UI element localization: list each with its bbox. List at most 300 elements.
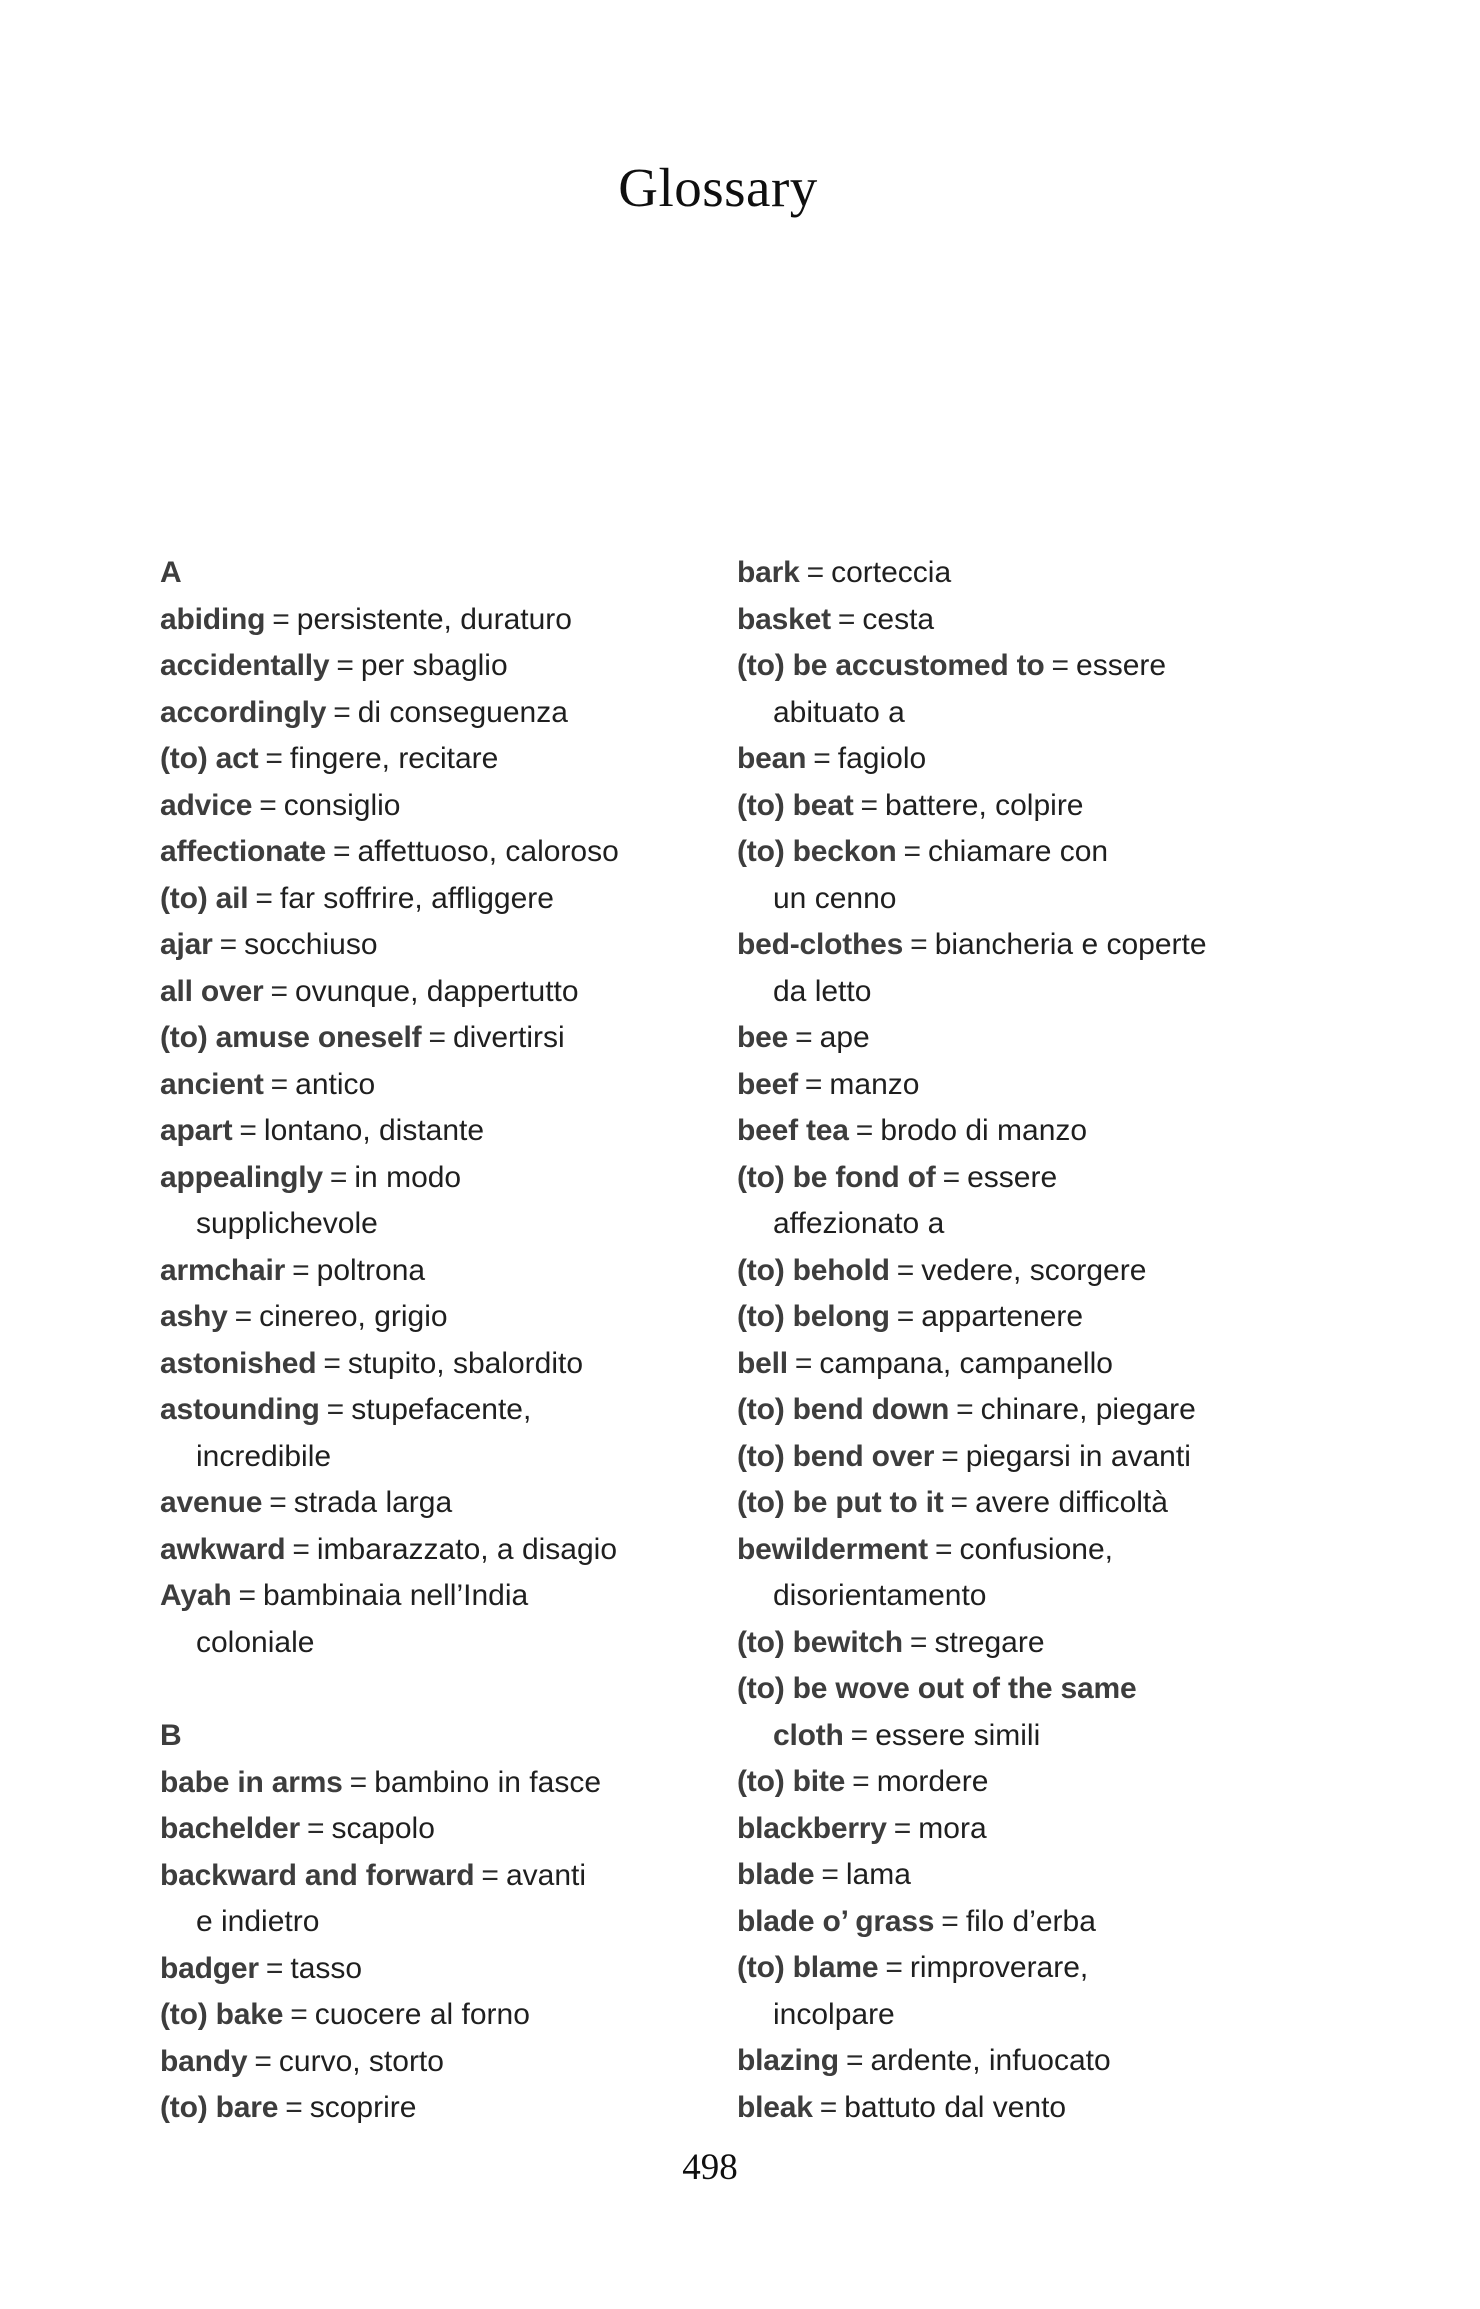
equals-separator: = <box>323 1346 341 1380</box>
entry-term: (to) amuse oneself <box>160 1021 422 1054</box>
glossary-entry <box>160 1760 720 1807</box>
entry-line <box>160 1294 720 1341</box>
equals-separator: = <box>254 2044 272 2078</box>
entry-translation: manzo <box>829 1067 920 1101</box>
glossary-entry <box>737 1620 1297 1667</box>
entry-term: awkward <box>160 1532 286 1566</box>
entry-term: (to) ail <box>160 881 249 915</box>
entry-translation: in modo <box>354 1160 462 1194</box>
entry-translation: filo d’erba <box>965 1904 1096 1938</box>
entry-line <box>737 1992 1297 2039</box>
equals-separator: = <box>909 1625 928 1659</box>
glossary-entry <box>737 829 1297 922</box>
entry-line <box>737 1527 1297 1574</box>
entry-translation: imbarazzato, a disagio <box>316 1532 618 1566</box>
equals-separator: = <box>219 928 238 961</box>
glossary-entry <box>160 829 720 876</box>
entry-line <box>737 1899 1297 1946</box>
glossary-entry <box>737 783 1297 830</box>
equals-separator: = <box>837 602 856 636</box>
entry-term: advice <box>160 788 253 822</box>
equals-separator: = <box>845 2044 864 2077</box>
entry-translation: scapolo <box>331 1812 435 1845</box>
glossary-entry <box>737 550 1297 597</box>
section-letter: B <box>160 1719 182 1752</box>
entry-line <box>160 1946 720 1993</box>
entry-term: (to) belong <box>737 1300 890 1333</box>
entry-translation-continued: coloniale <box>196 1625 315 1659</box>
entry-translation: bambino in fasce <box>374 1765 602 1799</box>
entry-term: badger <box>160 1951 259 1985</box>
entry-translation: mordere <box>876 1765 989 1798</box>
entry-line <box>737 1248 1297 1295</box>
entry-line <box>160 1062 720 1109</box>
entry-line <box>160 2085 720 2132</box>
glossary-entry <box>737 1806 1297 1853</box>
entry-term: (to) bite <box>737 1765 846 1798</box>
glossary-entry <box>160 1294 720 1341</box>
entry-line <box>160 876 720 923</box>
entry-line <box>160 969 720 1016</box>
entry-line <box>737 1155 1297 1202</box>
equals-separator: = <box>239 1114 257 1147</box>
entry-translation: chinare, piegare <box>980 1393 1196 1426</box>
entry-term: bachelder <box>160 1812 300 1845</box>
entry-line <box>160 1480 720 1527</box>
entry-translation: brodo di manzo <box>880 1114 1088 1147</box>
entry-translation: stregare <box>934 1625 1045 1659</box>
glossary-entry <box>737 1666 1297 1759</box>
entry-line <box>160 1899 720 1946</box>
glossary-entry <box>160 1387 720 1480</box>
glossary-entry <box>160 1573 720 1666</box>
equals-separator: = <box>292 1253 310 1287</box>
entry-line <box>737 1666 1297 1713</box>
entry-translation: campana, campanello <box>819 1346 1113 1380</box>
equals-separator: = <box>893 1811 912 1845</box>
entry-term: (to) behold <box>737 1253 890 1287</box>
entry-line <box>737 736 1297 783</box>
entry-line <box>737 783 1297 830</box>
equals-separator: = <box>804 1067 823 1101</box>
entry-translation: essere simili <box>875 1718 1041 1752</box>
entry-term: ashy <box>160 1300 228 1333</box>
glossary-entry <box>737 1015 1297 1062</box>
equals-separator: = <box>270 1067 289 1101</box>
entry-line <box>737 2085 1297 2132</box>
entry-translation: corteccia <box>831 556 952 589</box>
glossary-entry <box>737 1945 1297 2038</box>
entry-translation: cuocere al forno <box>314 1998 530 2031</box>
entry-line <box>737 1806 1297 1853</box>
glossary-entry <box>160 2039 720 2086</box>
entry-term: (to) be wove out of the same <box>737 1672 1137 1705</box>
entry-line <box>737 2038 1297 2085</box>
entry-line <box>160 1201 720 1248</box>
equals-separator: = <box>270 974 288 1008</box>
equals-separator: = <box>850 1718 869 1752</box>
entry-term: backward and forward <box>160 1858 475 1892</box>
glossary-entry <box>737 1062 1297 1109</box>
entry-term: (to) be accustomed to <box>737 649 1045 682</box>
equals-separator: = <box>285 2091 303 2124</box>
equals-separator: = <box>896 1300 915 1333</box>
equals-separator: = <box>941 1439 959 1473</box>
entry-line <box>160 1387 720 1434</box>
entry-translation: stupefacente, <box>351 1393 532 1426</box>
entry-term: blade o’ grass <box>737 1904 935 1938</box>
entry-translation: fagiolo <box>837 742 927 775</box>
entry-line <box>737 876 1297 923</box>
glossary-entry <box>737 736 1297 783</box>
entry-line <box>737 1573 1297 1620</box>
page-title: Glossary <box>618 157 818 218</box>
equals-separator: = <box>885 1951 903 1984</box>
entry-line <box>160 1573 720 1620</box>
entry-line <box>737 550 1297 597</box>
equals-separator: = <box>306 1812 325 1845</box>
equals-separator: = <box>332 835 351 868</box>
entry-line <box>737 829 1297 876</box>
entry-translation: battuto dal vento <box>844 2090 1067 2124</box>
entry-line <box>160 1434 720 1481</box>
entry-translation: lontano, distante <box>263 1114 485 1147</box>
glossary-entry <box>737 2085 1297 2132</box>
glossary-entry <box>737 597 1297 644</box>
equals-separator: = <box>481 1858 499 1892</box>
entry-translation: battere, colpire <box>885 788 1084 822</box>
entry-term: avenue <box>160 1486 263 1519</box>
entry-term: all over <box>160 974 264 1008</box>
entry-translation: curvo, storto <box>278 2044 444 2078</box>
equals-separator: = <box>269 1486 287 1519</box>
entry-line <box>737 1620 1297 1667</box>
entry-line <box>160 2039 720 2086</box>
entry-line <box>737 1434 1297 1481</box>
entry-translation: far soffrire, affliggere <box>279 881 554 915</box>
glossary-entry <box>160 1853 720 1946</box>
equals-separator: = <box>259 788 277 822</box>
equals-separator: = <box>934 1532 953 1566</box>
equals-separator: = <box>265 1951 284 1985</box>
equals-separator: = <box>1051 649 1070 682</box>
equals-separator: = <box>292 1532 310 1566</box>
equals-separator: = <box>910 928 928 961</box>
entry-term: accordingly <box>160 695 327 729</box>
equals-separator: = <box>941 1904 959 1938</box>
entry-translation: poltrona <box>316 1253 426 1287</box>
entry-translation: vedere, scorgere <box>921 1253 1147 1287</box>
entry-term: astonished <box>160 1346 317 1380</box>
glossary-entry <box>160 1248 720 1295</box>
entry-term: ajar <box>160 928 213 961</box>
entry-term: bell <box>737 1346 788 1380</box>
entry-term-continued: cloth <box>773 1718 844 1752</box>
glossary-entry <box>160 1806 720 1853</box>
glossary-column-left <box>160 550 720 2132</box>
entry-translation: essere <box>967 1160 1058 1194</box>
entry-line <box>737 1341 1297 1388</box>
entry-line <box>737 1015 1297 1062</box>
entry-translation: ovunque, dappertutto <box>295 974 579 1008</box>
entry-term: (to) bewitch <box>737 1625 903 1659</box>
entry-translation: fingere, recitare <box>289 742 499 775</box>
entry-line <box>160 1620 720 1667</box>
glossary-entry <box>160 1480 720 1527</box>
section-letter: A <box>160 556 182 589</box>
entry-translation: avanti <box>505 1858 587 1892</box>
entry-translation: divertirsi <box>452 1021 565 1054</box>
entry-term: bee <box>737 1021 789 1054</box>
equals-separator: = <box>329 1160 348 1194</box>
entry-term: blade <box>737 1858 815 1891</box>
glossary-entry <box>737 1341 1297 1388</box>
equals-separator: = <box>238 1579 256 1612</box>
entry-term: accidentally <box>160 649 330 682</box>
entry-term: (to) act <box>160 742 259 775</box>
entry-line <box>160 1155 720 1202</box>
glossary-entry <box>160 2085 720 2132</box>
entry-term: babe in arms <box>160 1765 343 1799</box>
page-number: 498 <box>682 2147 738 2188</box>
glossary-entry <box>160 783 720 830</box>
entry-translation: tasso <box>290 1951 363 1985</box>
glossary-entry <box>160 597 720 644</box>
entry-translation: strada larga <box>293 1486 453 1519</box>
entry-translation: piegarsi in avanti <box>965 1439 1191 1473</box>
entry-translation-continued: un cenno <box>773 881 897 915</box>
equals-separator: = <box>852 1765 870 1798</box>
entry-translation: persistente, duraturo <box>296 602 572 636</box>
equals-separator: = <box>336 649 354 682</box>
entry-line <box>737 1713 1297 1760</box>
entry-term: (to) bake <box>160 1998 284 2031</box>
equals-separator: = <box>903 835 921 868</box>
entry-term: astounding <box>160 1393 320 1426</box>
equals-separator: = <box>265 742 283 775</box>
entry-line <box>160 783 720 830</box>
entry-translation: per sbaglio <box>360 649 508 682</box>
glossary-entry <box>160 736 720 783</box>
entry-line <box>737 1387 1297 1434</box>
equals-separator: = <box>942 1160 961 1194</box>
entry-term: abiding <box>160 602 266 636</box>
entry-line <box>737 690 1297 737</box>
equals-separator: = <box>333 695 351 729</box>
glossary-entry <box>160 1341 720 1388</box>
glossary-entry <box>737 2038 1297 2085</box>
entry-line <box>160 643 720 690</box>
entry-translation: antico <box>295 1067 376 1101</box>
entry-term: (to) bend down <box>737 1393 950 1426</box>
entry-term: bed-clothes <box>737 928 904 961</box>
entry-term: beef <box>737 1067 798 1101</box>
glossary-columns <box>160 550 1297 2132</box>
entry-line <box>737 922 1297 969</box>
section-spacer <box>160 1666 720 1713</box>
glossary-entry <box>737 1434 1297 1481</box>
entry-term: Ayah <box>160 1579 232 1612</box>
entry-translation: chiamare con <box>928 835 1109 868</box>
entry-line <box>160 1992 720 2039</box>
glossary-entry <box>737 1852 1297 1899</box>
entry-line <box>160 1853 720 1900</box>
entry-term: apart <box>160 1114 233 1147</box>
entry-term: (to) beckon <box>737 835 897 868</box>
glossary-entry <box>737 1527 1297 1620</box>
entry-line <box>160 1341 720 1388</box>
equals-separator: = <box>819 2090 838 2124</box>
equals-separator: = <box>813 742 831 775</box>
glossary-entry <box>160 969 720 1016</box>
glossary-entry <box>160 1062 720 1109</box>
entry-translation: confusione, <box>959 1532 1113 1566</box>
entry-translation: biancheria e coperte <box>934 928 1207 961</box>
entry-translation-continued: affezionato a <box>773 1207 945 1240</box>
entry-line <box>737 1759 1297 1806</box>
entry-line <box>160 1527 720 1574</box>
entry-line <box>737 1201 1297 1248</box>
glossary-entry <box>737 1759 1297 1806</box>
glossary-entry <box>160 1527 720 1574</box>
glossary-entry <box>737 643 1297 736</box>
entry-term: blazing <box>737 2044 839 2077</box>
entry-line <box>160 1248 720 1295</box>
entry-translation: scoprire <box>309 2091 417 2124</box>
entry-line <box>737 1852 1297 1899</box>
entry-translation: stupito, sbalordito <box>347 1346 584 1380</box>
entry-line <box>160 690 720 737</box>
entry-translation: ape <box>819 1021 870 1054</box>
entry-line <box>160 1760 720 1807</box>
entry-line <box>160 1806 720 1853</box>
entry-term: basket <box>737 602 831 636</box>
entry-term: (to) be put to it <box>737 1486 944 1519</box>
glossary-entry <box>160 1015 720 1062</box>
glossary-entry <box>737 1248 1297 1295</box>
entry-translation: di conseguenza <box>357 695 568 729</box>
entry-line <box>160 736 720 783</box>
entry-line <box>160 829 720 876</box>
equals-separator: = <box>860 788 879 822</box>
equals-separator: = <box>326 1393 345 1426</box>
entry-line <box>737 597 1297 644</box>
equals-separator: = <box>234 1300 253 1333</box>
entry-translation-continued: disorientamento <box>773 1579 987 1612</box>
entry-line <box>737 1062 1297 1109</box>
entry-translation-continued: incredibile <box>196 1439 332 1473</box>
entry-term: bandy <box>160 2044 248 2078</box>
entry-term: (to) bare <box>160 2091 279 2124</box>
entry-term: (to) beat <box>737 788 854 822</box>
entry-term: armchair <box>160 1253 286 1287</box>
entry-line <box>737 1108 1297 1155</box>
glossary-entry <box>160 876 720 923</box>
entry-translation: bambinaia nell’India <box>262 1579 529 1612</box>
entry-line <box>160 597 720 644</box>
equals-separator: = <box>896 1253 915 1287</box>
entry-translation: lama <box>845 1858 911 1891</box>
equals-separator: = <box>950 1486 969 1519</box>
equals-separator: = <box>428 1021 446 1054</box>
glossary-entry <box>160 1155 720 1248</box>
entry-line <box>737 1945 1297 1992</box>
entry-term: affectionate <box>160 835 326 868</box>
entry-term: bean <box>737 742 807 775</box>
glossary-entry <box>160 1992 720 2039</box>
entry-translation-continued: abituato a <box>773 695 905 729</box>
entry-translation-continued: supplichevole <box>196 1207 378 1240</box>
entry-translation: socchiuso <box>244 928 378 961</box>
entry-translation: consiglio <box>283 788 401 822</box>
equals-separator: = <box>956 1393 974 1426</box>
entry-translation: ardente, infuocato <box>870 2044 1111 2077</box>
equals-separator: = <box>794 1346 813 1380</box>
glossary-entry <box>737 1108 1297 1155</box>
equals-separator: = <box>855 1114 874 1147</box>
glossary-entry <box>160 643 720 690</box>
equals-separator: = <box>255 881 273 915</box>
equals-separator: = <box>349 1765 368 1799</box>
entry-line <box>737 969 1297 1016</box>
entry-translation: essere <box>1076 649 1167 682</box>
entry-translation: appartenere <box>921 1300 1084 1333</box>
equals-separator: = <box>806 556 825 589</box>
entry-translation-continued: e indietro <box>196 1905 320 1938</box>
glossary-entry <box>160 1946 720 1993</box>
entry-translation-continued: incolpare <box>773 1997 895 2031</box>
entry-translation: cesta <box>862 602 935 636</box>
glossary-entry <box>737 1899 1297 1946</box>
glossary-column-right <box>737 550 1297 2131</box>
entry-translation-continued: da letto <box>773 974 872 1008</box>
entry-line <box>160 922 720 969</box>
glossary-entry <box>160 690 720 737</box>
entry-term: (to) be fond of <box>737 1160 936 1194</box>
entry-translation: affettuoso, caloroso <box>357 835 619 868</box>
equals-separator: = <box>272 602 290 636</box>
glossary-entry <box>737 1155 1297 1248</box>
entry-term: bewilderment <box>737 1532 928 1566</box>
entry-line <box>737 643 1297 690</box>
entry-term: bark <box>737 556 800 589</box>
glossary-entry <box>737 922 1297 1015</box>
entry-translation: cinereo, grigio <box>259 1300 448 1333</box>
entry-translation: rimproverare, <box>909 1951 1089 1984</box>
entry-translation: mora <box>918 1811 987 1845</box>
entry-translation: avere difficoltà <box>975 1486 1168 1519</box>
entry-term: appealingly <box>160 1160 323 1194</box>
glossary-entry <box>737 1480 1297 1527</box>
glossary-entry <box>737 1387 1297 1434</box>
entry-line <box>737 1294 1297 1341</box>
entry-term: (to) bend over <box>737 1439 935 1473</box>
entry-line <box>160 1108 720 1155</box>
entry-term: bleak <box>737 2090 813 2124</box>
entry-term: blackberry <box>737 1811 887 1845</box>
glossary-entry <box>160 922 720 969</box>
equals-separator: = <box>821 1858 839 1891</box>
entry-line <box>160 1015 720 1062</box>
entry-term: ancient <box>160 1067 264 1101</box>
entry-term: beef tea <box>737 1114 849 1147</box>
entry-line <box>737 1480 1297 1527</box>
glossary-entry <box>160 1108 720 1155</box>
entry-term: (to) blame <box>737 1951 879 1984</box>
equals-separator: = <box>290 1998 308 2031</box>
equals-separator: = <box>795 1021 813 1054</box>
glossary-entry <box>737 1294 1297 1341</box>
